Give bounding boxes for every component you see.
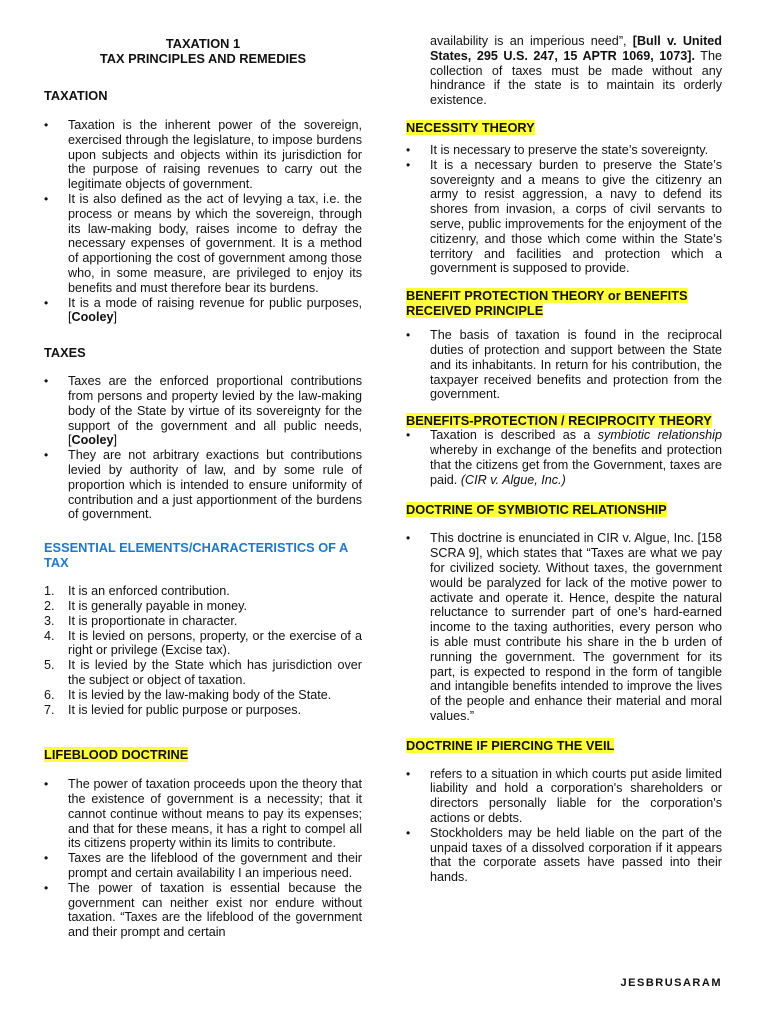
heading-piercing-the-veil: DOCTRINE IF PIERCING THE VEIL (406, 737, 615, 753)
list-item: 3. It is proportionate in character. (44, 613, 238, 628)
heading-necessity-theory: NECESSITY THEORY (406, 119, 535, 135)
list-item: 7. It is levied for public purpose or purposes. (44, 702, 302, 717)
list-item: 1. It is an enforced contribution. (44, 584, 230, 599)
heading-taxes: TAXES (44, 345, 86, 361)
symbiotic-list (406, 531, 722, 723)
list-item: • Taxation is described as a symbiotic relationship whereby in exchange of the benefits and protection that the citizens get from the Government, taxes are paid. (CIR v. Algue, Inc.) (406, 428, 722, 487)
list-item: • refers to a situation in which courts put aside limited liability and hold a corporation's shareholders or directors personally liable for the corporation's actions or debts. (406, 767, 722, 826)
list-item: • It is a necessary burden to preserve the State’s sovereignty and a means to give the citizenry an army to resist aggression, a navy to defend its shores from invasion, a corps of civil servants to serve, public improvements for the enjoyment of the citizenry, and those which come within the State’s territory and facilities and protection which a government is supposed to provide. (406, 158, 722, 276)
list-item: 2. It is generally payable in money. (44, 598, 247, 613)
document-title: TAXATION 1 (165, 36, 241, 51)
list-item: • Taxation is the inherent power of the sovereign, exercised through the legislature, to impose burdens upon subjects and objects within its jurisdiction for the purpose of raising revenues to carry out the legitimate objects of government. (44, 118, 362, 192)
right-column (406, 0, 722, 885)
heading-lifeblood: LIFEBLOOD DOCTRINE (44, 747, 189, 763)
list-item: • It is also defined as the act of levying a tax, i.e. the process or means by which the sovereign, through its law-making body, raises income to defray the necessary expenses of government. It is a method of apportioning the cost of government among those who, in some measure, are privileged to enjoy its benefits and must therefore bear its burdens. (44, 192, 362, 296)
piercing-list (406, 767, 722, 885)
list-item: • The power of taxation proceeds upon the theory that the existence of government is a necessity; that it cannot continue without means to pay its expenses; and that for these means, it has a right to compel all its citizens property within its limits to contribute. (44, 777, 362, 851)
list-item: 6. It is levied by the law-making body of the State. (44, 687, 332, 702)
list-item: • Taxes are the enforced proportional contributions from persons and property levied by the law-making body of the State by virtue of its sovereignty for the support of the government and all public needs, [Cooley] (44, 374, 362, 448)
list-item: • They are not arbitrary exactions but contributions levied by authority of law, and by some rule of proportion which is intended to ensure uniformity of contribution and a just apportionment of the burdens of government. (44, 448, 362, 522)
list-item: 5. It is levied by the State which has jurisdiction over the subject or object of taxation. (44, 658, 362, 687)
citation-cooley: Cooley (71, 433, 114, 448)
lifeblood-list (44, 777, 362, 940)
document-subtitle: TAX PRINCIPLES AND REMEDIES (99, 51, 307, 66)
list-item: • This doctrine is enunciated in CIR v. Algue, Inc. [158 SCRA 9], which states that “Taxes are what we pay for civilized society. Without taxes, the government would be paralyzed for lack of the motive power to activate and operate it. Hence, despite the natural reluctance to surrender part of one’s hard-earned income to the taxing authorities, every person who is able must contribute his share in the b urden of running the government. The government for its part, is expected to respond in the form of tangible and intangible benefits intended to improve the lives of the people and enhance their material and moral values.” (406, 531, 722, 723)
list-item: • It is a mode of raising revenue for public purposes, [Cooley] (44, 296, 362, 326)
list-item: • The basis of taxation is found in the reciprocal duties of protection and support between the State and its inhabitants. In return for his contribution, the taxpayer received benefits and protection from the government. (406, 328, 722, 402)
citation-cir-v-algue: (CIR v. Algue, Inc.) (460, 472, 566, 487)
list-item: 4. It is levied on persons, property, or the exercise of a right or privilege (Excise tax). (44, 628, 362, 658)
heading-symbiotic-relationship: DOCTRINE OF SYMBIOTIC RELATIONSHIP (406, 502, 667, 518)
continuation-paragraph: availability is an imperious need”, [Bull v. United States, 295 U.S. 247, 15 APTR 1069, 1073]. The collection of taxes must be made without any hindrance if the state is to maintain its orderly existence. (430, 34, 722, 108)
citation-bull-v-united-states: [Bull v. United States, 295 U.S. 247, 15 APTR 1069, 1073]. (430, 34, 722, 63)
citation-cooley: Cooley (71, 310, 114, 325)
taxation-list (44, 118, 362, 325)
list-item: • Stockholders may be held liable on the part of the unpaid taxes of a dissolved corporation if it appears that the corporate assets have passed into their hands. (406, 826, 722, 885)
list-item: • Taxes are the lifeblood of the government and their prompt and certain availability I an imperious need. (44, 851, 362, 881)
heading-taxation: TAXATION (44, 88, 108, 103)
list-item: • The power of taxation is essential because the government can neither exist nor endure without taxation. “Taxes are the lifeblood of the government and their prompt and certain (44, 881, 362, 940)
list-item: • It is necessary to preserve the state’s sovereignty. (406, 143, 722, 158)
taxes-list (44, 374, 362, 522)
heading-essential-elements: ESSENTIAL ELEMENTS/CHARACTERISTICS OF A TAX (44, 540, 348, 571)
necessity-list (406, 143, 722, 276)
elements-list (44, 584, 362, 717)
heading-benefit-protection: BENEFIT PROTECTION THEORY or BENEFITS RECEIVED PRINCIPLE (406, 288, 688, 319)
author-signature: JESBRUSARAM (620, 977, 722, 989)
left-column (44, 0, 362, 940)
reciprocity-list (406, 428, 722, 487)
heading-reciprocity-theory: BENEFITS-PROTECTION / RECIPROCITY THEORY (406, 413, 712, 429)
benefit-list (406, 328, 722, 402)
